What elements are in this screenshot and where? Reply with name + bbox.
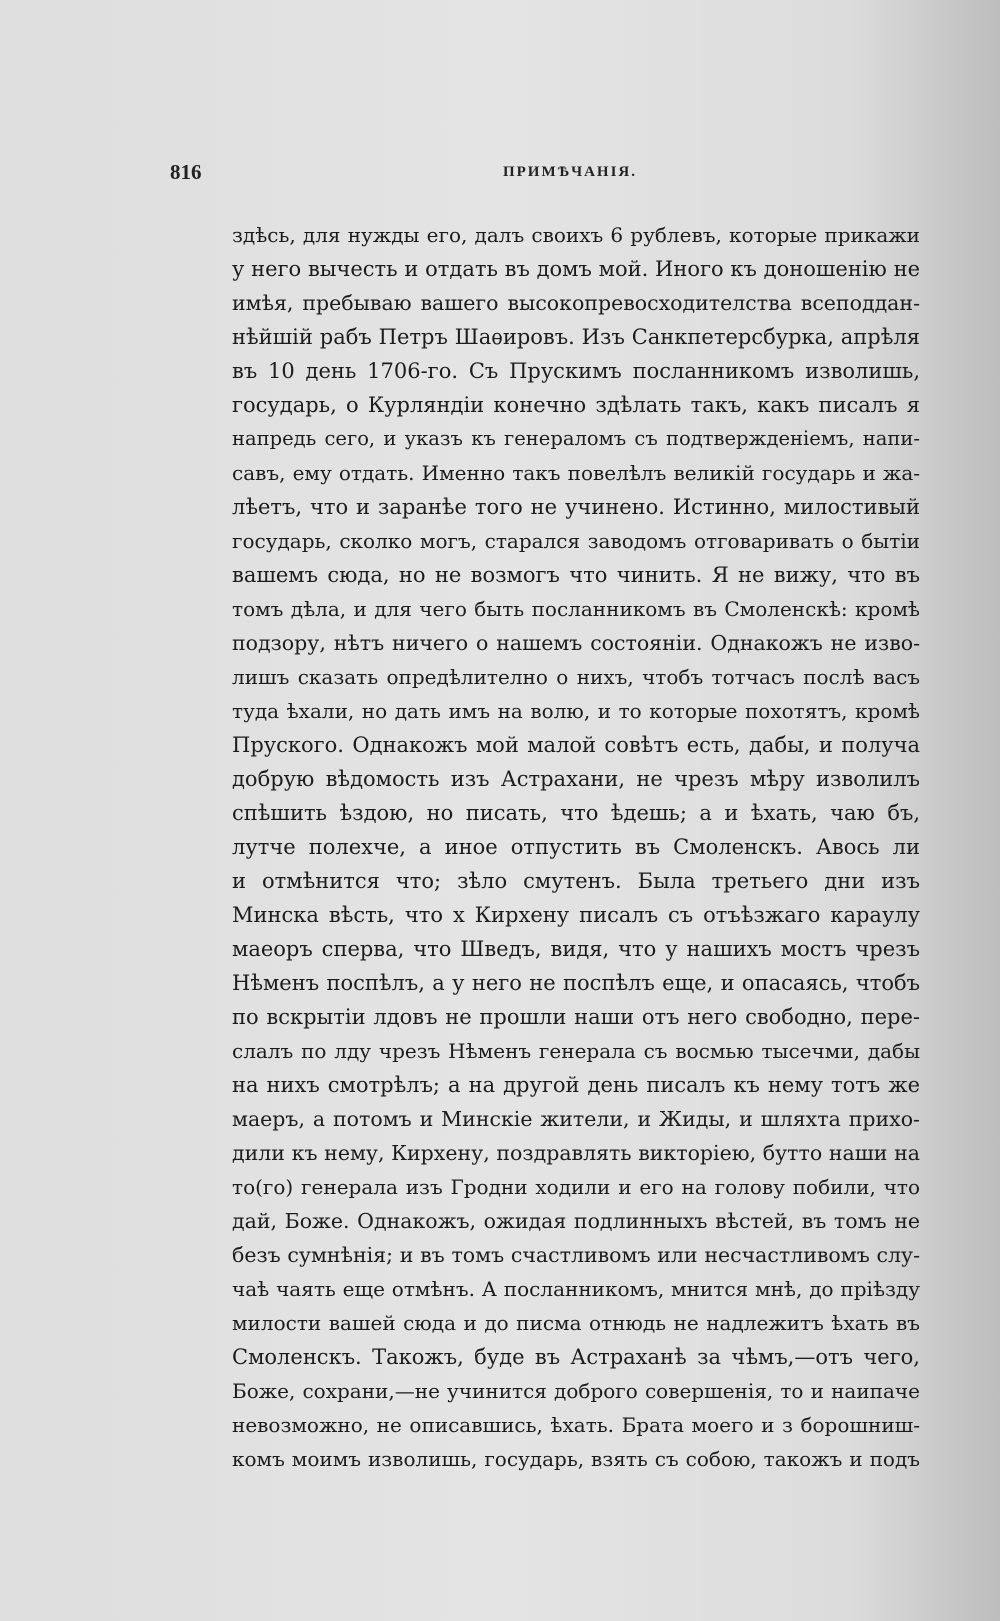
text-line: маеоръ сперва, что Шведъ, видя, что у нашихъ мостъ чрезъ <box>232 937 920 961</box>
text-line: и отмѣнится что; зѣло смутенъ. Была третьего дни изъ <box>232 869 920 893</box>
text-line: государь, сколко могъ, старался заводомъ отговаривать о бытіи <box>232 529 920 553</box>
text-line: туда ѣхали, но дать имъ на волю, и то которые похотятъ, кромѣ <box>232 699 920 723</box>
text-line: добрую вѣдомость изъ Астрахани, не чрезъ мѣру изволилъ <box>232 767 920 791</box>
text-line: лутче полехче, а иное отпустить въ Смоленскъ. Авось ли <box>232 835 920 859</box>
text-line: нѣйшій рабъ Петръ Шаѳировъ. Изъ Санкпетерсбурка, апрѣля <box>232 325 920 349</box>
text-line: спѣшить ѣздою, но писать, что ѣдешь; а и ѣхать, чаю бъ, <box>232 801 920 825</box>
text-line: слалъ по лду чрезъ Нѣменъ генерала съ восмью тысечми, дабы <box>232 1039 920 1063</box>
text-line: здѣсь, для нужды его, далъ своихъ 6 рублевъ, которые прикажи <box>232 223 920 247</box>
text-line: подзору, нѣтъ ничего о нашемъ состояніи. Однакожъ не изво- <box>232 631 920 655</box>
text-line: лишъ сказать опредѣлително о нихъ, чтобъ тотчасъ послѣ васъ <box>232 665 920 689</box>
text-line: Смоленскъ. Такожъ, буде въ Астраханѣ за чѣмъ,—отъ чего, <box>232 1345 920 1369</box>
page-header <box>170 160 930 190</box>
text-line: напредь сего, и указъ къ генераломъ съ подтвержденіемъ, напи- <box>232 427 920 450</box>
text-line: лѣетъ, что и заранѣе того не учинено. Истинно, милостивый <box>232 495 920 519</box>
text-line: государь, о Курляндіи конечно здѣлать такъ, какъ писалъ я <box>232 393 920 417</box>
text-line: савъ, ему отдать. Именно такъ повелѣлъ великій государь и жа- <box>232 461 920 485</box>
text-line: вашемъ сюда, но не возмогъ что чинить. Я не вижу, что въ <box>232 563 920 587</box>
text-line: Пруского. Однакожъ мой малой совѣтъ есть, дабы, и получа <box>232 733 920 757</box>
text-line: маеръ, а потомъ и Минскіе жители, и Жиды, и шляхта прихо- <box>232 1107 920 1131</box>
text-line: то(го) генерала изъ Гродни ходили и его на голову побили, что <box>232 1175 920 1199</box>
body-text <box>232 218 920 1476</box>
text-line: милости вашей сюда и до писма отнюдь не надлежитъ ѣхать въ <box>232 1311 920 1335</box>
text-line: чаѣ чаять еще отмѣнъ. А посланникомъ, мнится мнѣ, до пріѣзду <box>232 1277 920 1301</box>
text-line: безъ сумнѣнія; и въ томъ счастливомъ или несчастливомъ слу- <box>232 1243 920 1267</box>
text-line: дай, Боже. Однакожъ, ожидая подлинныхъ вѣстей, въ томъ не <box>232 1209 920 1233</box>
text-line: въ 10 день 1706-го. Съ Прускимъ посланникомъ изволишь, <box>232 359 920 383</box>
text-line: на нихъ смотрѣлъ; а на другой день писалъ къ нему тотъ же <box>232 1073 920 1097</box>
text-line: комъ моимъ изволишь, государь, взять съ собою, такожъ и подъ <box>232 1447 920 1471</box>
text-line: по вскрытіи лдовъ не прошли наши отъ него свободно, пере- <box>232 1005 920 1029</box>
text-line: Минска вѣсть, что х Кирхену писалъ съ отъѣзжаго караулу <box>232 903 920 927</box>
text-line: у него вычесть и отдать въ домъ мой. Иного къ доношенію не <box>232 257 920 281</box>
text-line: имѣя, пребываю вашего высокопревосходителства всеподдан- <box>232 291 920 315</box>
text-line: томъ дѣла, и для чего быть посланникомъ въ Смоленскѣ: кромѣ <box>232 597 920 621</box>
text-line: Боже, сохрани,—не учинится доброго совершенія, то и наипаче <box>232 1379 920 1403</box>
page-number: 816 <box>170 160 202 184</box>
text-line: дили къ нему, Кирхену, поздравлять викторіею, бутто наши на <box>232 1141 920 1165</box>
text-line: невозможно, не описавшись, ѣхать. Брата моего и з борошниш- <box>232 1413 920 1437</box>
running-title: ПРИМѢЧАНІЯ. <box>502 164 638 180</box>
text-line: Нѣменъ поспѣлъ, а у него не поспѣлъ еще, и опасаясь, чтобъ <box>232 971 920 995</box>
